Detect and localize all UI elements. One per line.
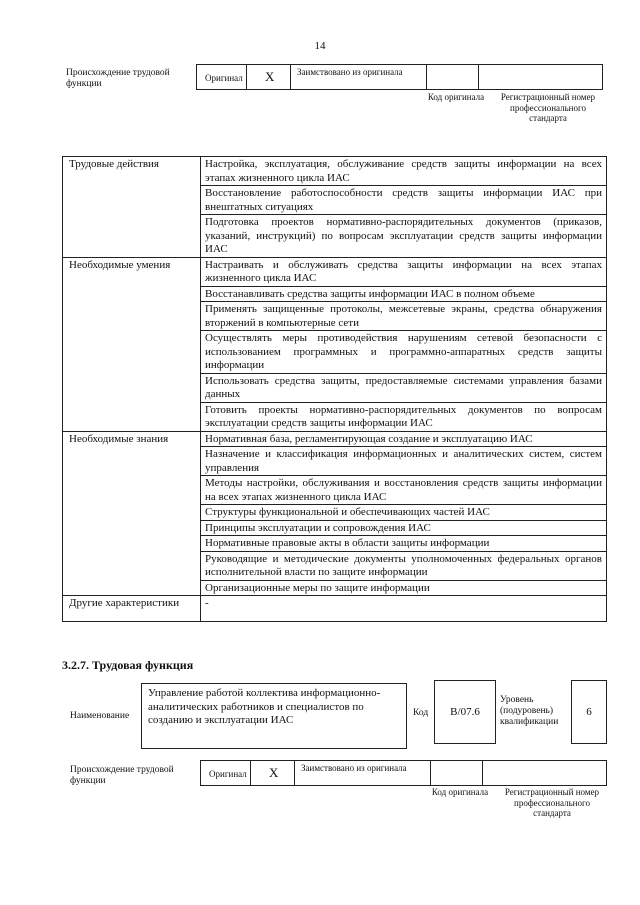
origin-borrowed-label: Заимствовано из оригинала	[297, 67, 403, 77]
table-cell: Восстановление работоспособности средств защиты информации ИАС при внештатных ситуациях	[201, 186, 607, 215]
origin-code-caption: Код оригинала	[431, 787, 489, 797]
origin-code-caption: Код оригинала	[427, 92, 485, 102]
row-label: Трудовые действия	[63, 157, 201, 258]
table-cell: Использовать средства защиты, предоставляемые системами управления базами данных	[201, 373, 607, 402]
level-box	[571, 680, 607, 744]
table-cell: Принципы эксплуатации и сопровождения ИАС	[201, 520, 607, 536]
code-box	[434, 680, 496, 744]
table-cell: Структуры функциональной и обеспечивающих частей ИАС	[201, 505, 607, 521]
origin-original-mark: X	[265, 69, 275, 84]
origin-box	[196, 64, 603, 90]
level-label: Уровень (подуровень) квалификации	[500, 695, 559, 727]
level-value: 6	[586, 706, 592, 718]
table-row	[63, 596, 607, 622]
origin-borrowed-label: Заимствовано из оригинала	[301, 763, 407, 773]
table-cell: Настраивать и обслуживать средства защиты информации на всех этапах жизненного цикла ИАС	[201, 257, 607, 286]
origin-label: Происхождение трудовой функции	[66, 68, 170, 89]
table-cell: Готовить проекты нормативно-распорядительных документов по вопросам эксплуатации средств защиты информации ИАС	[201, 402, 607, 431]
function-table	[62, 156, 607, 622]
table-cell: Руководящие и методические документы уполномоченных федеральных органов исполнительной власти по защите информации	[201, 551, 607, 580]
section-heading: 3.2.7. Трудовая функция	[62, 658, 194, 672]
row-label: Необходимые знания	[63, 431, 201, 596]
code-label: Код	[413, 708, 429, 718]
origin-code-cell	[431, 761, 483, 785]
table-cell: Восстанавливать средства защиты информации ИАС в полном объеме	[201, 286, 607, 302]
origin-original-label: Оригинал	[205, 73, 243, 83]
origin-reg-cell	[483, 761, 607, 785]
table-cell: Применять защищенные протоколы, межсетевые экраны, средства обнаружения вторжений в компьютерные сети	[201, 302, 607, 331]
row-label: Другие характеристики	[63, 596, 201, 622]
origin-code-cell	[427, 65, 479, 89]
name-box	[141, 683, 407, 749]
origin-reg-cell	[479, 65, 603, 89]
table-cell: Подготовка проектов нормативно-распорядительных документов (приказов, указаний, инструкций) по вопросам эксплуатации средств защиты информации ИАС	[201, 215, 607, 258]
origin-reg-caption: Регистрационный номер профессионального стандарта	[500, 92, 596, 123]
origin-label-bottom: Происхождение трудовой функции	[70, 765, 174, 786]
page-number: 14	[314, 40, 326, 52]
origin-original-label: Оригинал	[209, 769, 247, 779]
table-row	[63, 157, 607, 186]
row-label: Необходимые умения	[63, 257, 201, 431]
name-value: Управление работой коллектива информационно-аналитических работников и специалистов по созданию и эксплуатации ИАС	[148, 687, 381, 726]
origin-box-bottom	[200, 760, 607, 786]
origin-reg-caption: Регистрационный номер профессионального стандарта	[504, 787, 600, 818]
code-value: B/07.6	[450, 706, 480, 718]
table-cell: Нормативные правовые акты в области защиты информации	[201, 536, 607, 552]
table-cell: Осуществлять меры противодействия нарушениям сетевой безопасности с использованием программных и программно-аппаратных средств защиты информации	[201, 331, 607, 374]
origin-original-mark: X	[269, 765, 279, 780]
table-cell: Назначение и классификация информационных и аналитических систем, систем управления	[201, 447, 607, 476]
table-cell: -	[201, 596, 607, 622]
table-cell: Настройка, эксплуатация, обслуживание средств защиты информации на всех этапах жизненного цикла ИАС	[201, 157, 607, 186]
name-label: Наименование	[70, 711, 130, 721]
table-row	[63, 257, 607, 286]
table-cell: Методы настройки, обслуживания и восстановления средств защиты информации на всех этапах жизненного цикла ИАС	[201, 476, 607, 505]
table-cell: Организационные меры по защите информации	[201, 580, 607, 596]
table-row	[63, 431, 607, 447]
table-cell: Нормативная база, регламентирующая создание и эксплуатацию ИАС	[201, 431, 607, 447]
